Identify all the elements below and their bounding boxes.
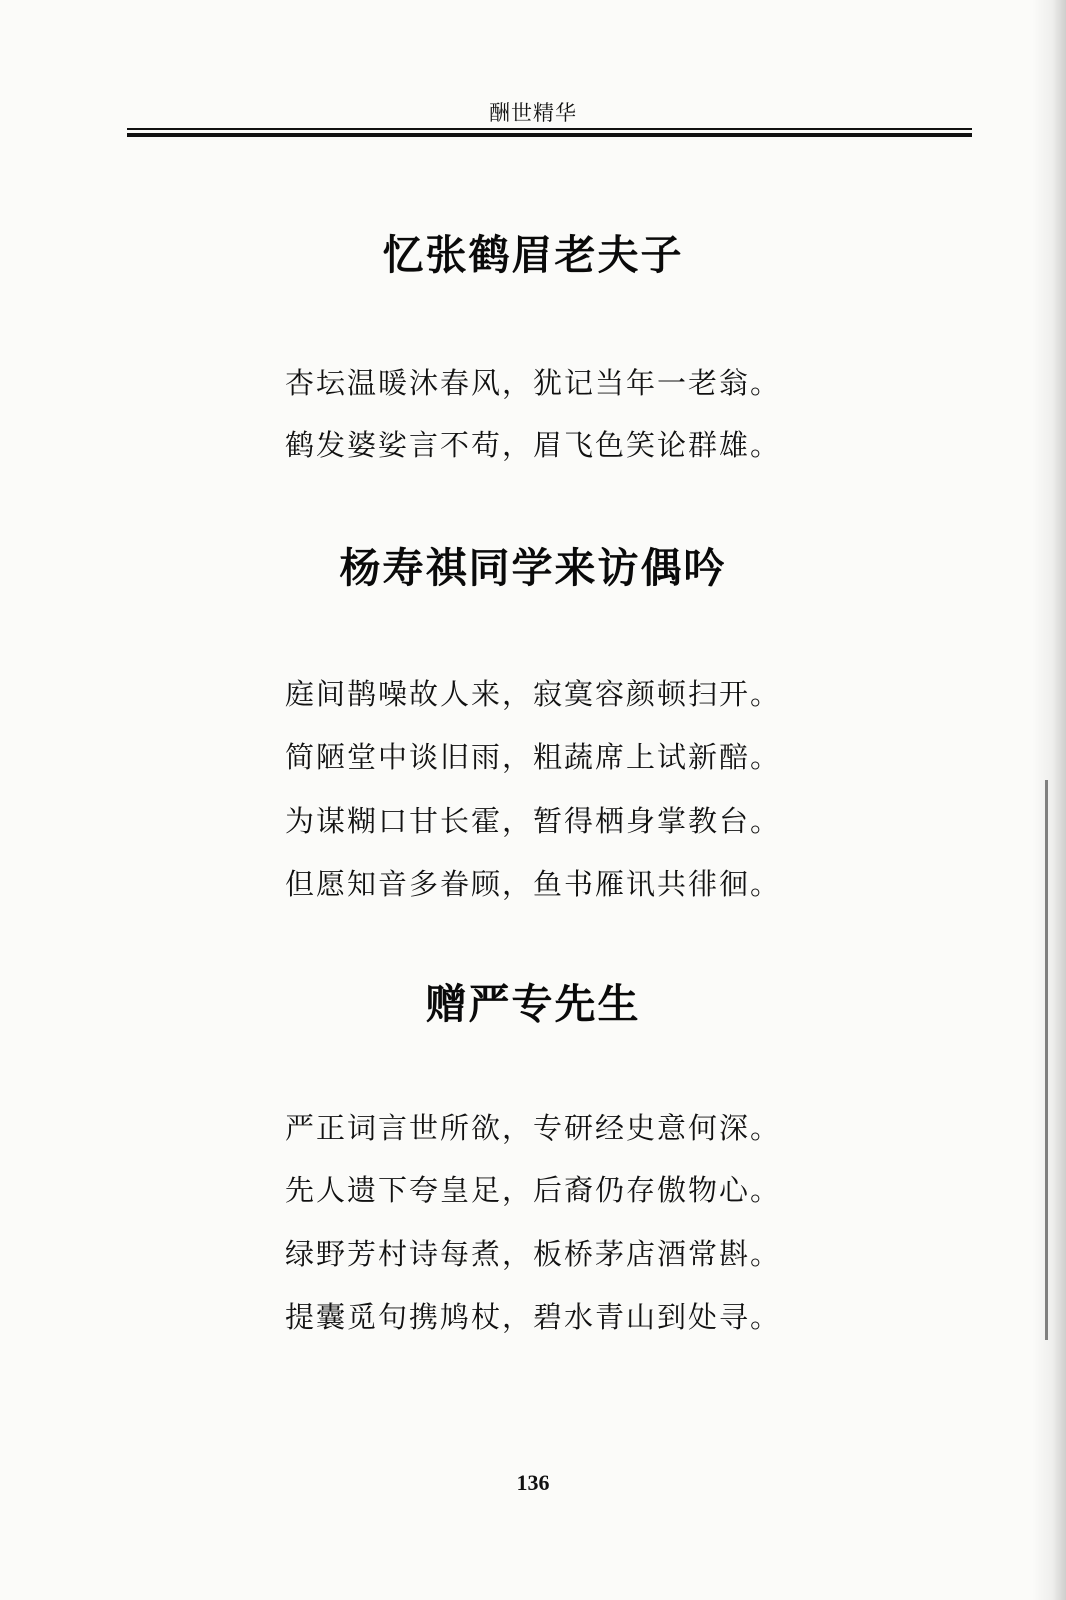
header-rule-thick bbox=[127, 133, 972, 137]
poem-title: 赠严专先生 bbox=[425, 980, 641, 1028]
header-rule-thin bbox=[127, 128, 972, 130]
page-edge-line bbox=[1045, 780, 1048, 1340]
running-head: 酬世精华 bbox=[489, 101, 577, 125]
poem-line: 杏坛温暖沐春风，犹记当年一老翁。 bbox=[284, 366, 781, 400]
poem-line: 为谋糊口甘长霍，暂得栖身掌教台。 bbox=[284, 804, 781, 838]
poem-line: 先人遗下夸皇足，后裔仍存傲物心。 bbox=[284, 1173, 781, 1207]
poem-line: 严正词言世所欲，专研经史意何深。 bbox=[284, 1111, 781, 1145]
poem-line: 庭间鹊噪故人来，寂寞容颜顿扫开。 bbox=[284, 677, 781, 711]
poem-line: 绿野芳村诗每煮，板桥茅店酒常斟。 bbox=[284, 1237, 781, 1271]
page-number: 136 bbox=[516, 1470, 550, 1495]
poem-line: 提囊觅句携鸠杖，碧水青山到处寻。 bbox=[284, 1300, 781, 1334]
poem-title: 忆张鹤眉老夫子 bbox=[382, 231, 684, 279]
page-edge-shadow bbox=[1032, 0, 1066, 1600]
poem-title: 杨寿祺同学来访偶吟 bbox=[339, 544, 727, 592]
poem-line: 鹤发婆娑言不苟，眉飞色笑论群雄。 bbox=[284, 428, 781, 462]
poem-line: 但愿知音多眷顾，鱼书雁讯共徘徊。 bbox=[284, 867, 781, 901]
poem-line: 简陋堂中谈旧雨，粗蔬席上试新醅。 bbox=[284, 740, 781, 774]
